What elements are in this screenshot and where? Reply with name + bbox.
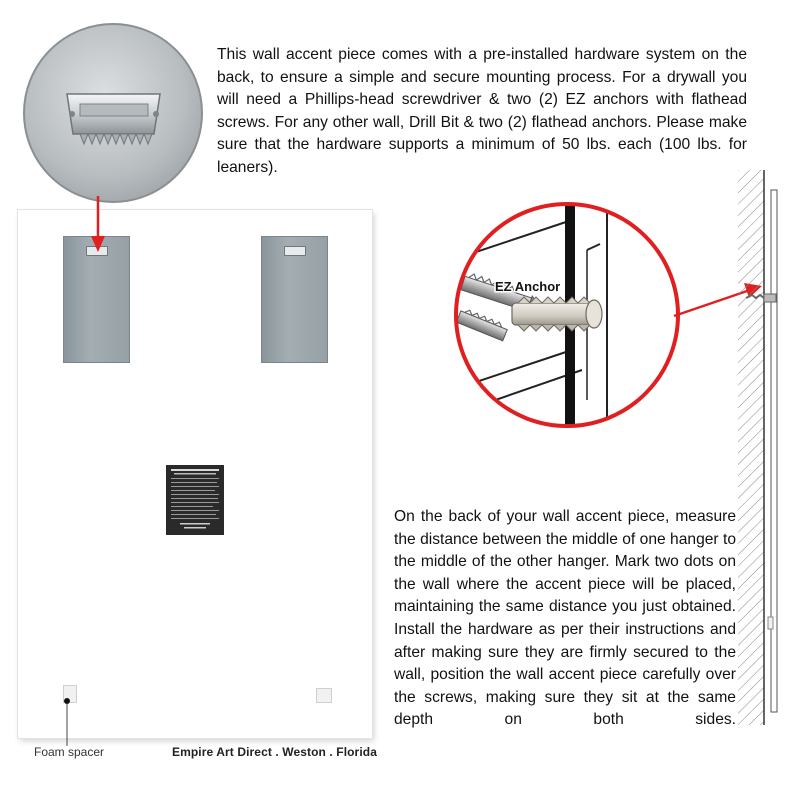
foam-spacer-right	[316, 688, 332, 703]
anchor-label: EZ Anchor	[495, 279, 561, 294]
instruction-paragraph: On the back of your wall accent piece, measure the distance between the middle of one hanger to the middle of the other hanger. Mark two dots on the wall where the accent piece will be placed, maintaining the same distance you just obtained. Install the hardware as per their instructions and after making sure they are firmly secured to the wall, position the wall accent piece carefully over the screws, making sure they sit at the same depth on both sides.	[394, 508, 736, 729]
label-text-lines-icon	[166, 465, 224, 535]
wall-side-view-icon	[738, 170, 788, 730]
callout-arrow-hanger-icon	[88, 196, 108, 256]
company-caption: Empire Art Direct . Weston . Florida	[172, 745, 377, 759]
sawtooth-hanger-closeup-icon	[22, 22, 204, 204]
hanger-plate-right	[261, 236, 328, 363]
foam-spacer-pointer-icon	[62, 696, 72, 748]
sawtooth-hanger-icon	[284, 246, 306, 256]
foam-spacer-caption: Foam spacer	[34, 745, 105, 759]
instruction-label-sticker	[166, 465, 224, 535]
intro-paragraph: This wall accent piece comes with a pre-installed hardware system on the back, to ensure a simple and secure mounting process. For a drywall you will need a Phillips-head screwdriver & two (2) EZ anchors with flathead screws. For any other wall, Drill Bit & two (2) flathead anchors. Please make sure that the hardware supports a minimum of 50 lbs. each (100 lbs. for leaners).	[217, 46, 747, 176]
ez-anchor-closeup-icon	[452, 200, 682, 430]
panel-back-view	[18, 210, 372, 738]
